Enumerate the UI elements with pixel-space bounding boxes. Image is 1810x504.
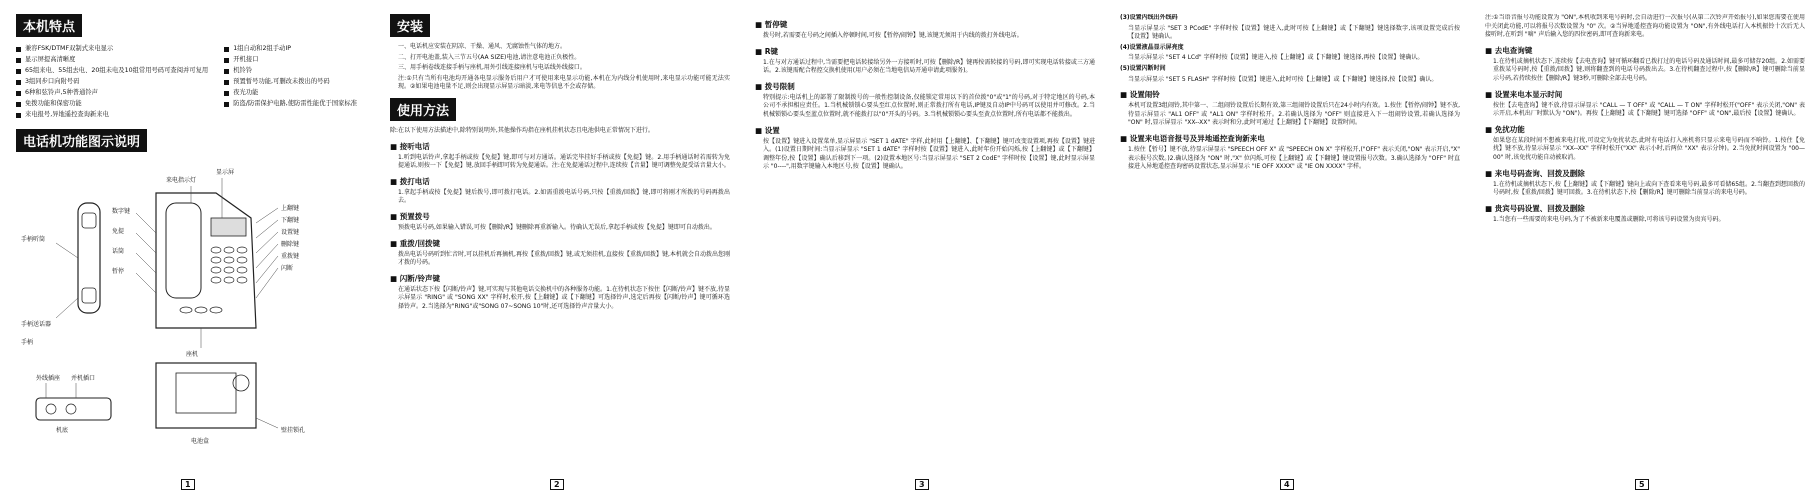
page-number: 4 [1280, 479, 1294, 490]
label-handset-cord: 手柄听筒 [21, 236, 46, 243]
key-sections [755, 19, 1095, 172]
features-list [16, 45, 361, 119]
feature-item: 1组自动和2组手动IP [224, 45, 361, 53]
install-step: 二、打开电池盖,装入三节五号(AA SIZE)电池,请注意电池正负极性。 [398, 53, 581, 61]
panel-install-usage [390, 14, 730, 490]
label-line-jack: 外线插座 [36, 375, 61, 382]
label-machine: 机底 [56, 427, 69, 434]
label-down: 下翻键 [281, 217, 300, 224]
label-delete: 删除键 [281, 241, 300, 248]
section-text: 1.当您有一些需要的来电号码,为了不被新来电覆盖或删除,可将该号码设置为贵宾号码。 [1493, 215, 1725, 223]
usage-intro: 除:在以下使用方法描述中,除特别说明外,其他操作均指在座机挂机状态且电池供电正常情况下进行。 [390, 126, 654, 134]
install-step: 注:①只有当所有电池均开通各电显示服务后用户才可使用来电显示功能,本机在为内线分机使用时,来电显示功能可能无法实现。②如果电池电量不足,则会出现显示屏显示暗淡,来电等信息不会或存储。 [398, 74, 730, 91]
phone-diagram [16, 158, 361, 448]
display-screen [211, 218, 246, 236]
setting-text: 当显示屏显示 "SET 5 FLASH" 字样时按【设置】键进入,此时可按【上翻键】或【下翻键】键选择,按【设置】确认。 [1128, 75, 1438, 83]
label-display: 显示屏 [216, 169, 235, 176]
base-side [36, 398, 111, 420]
label-up: 上翻键 [281, 205, 300, 212]
feature-item: 来电报号,异地遥控查询新来电 [16, 111, 214, 119]
feature-item: 免拨功能和保密功能 [16, 100, 214, 108]
handset-shape [78, 203, 100, 313]
label-handset: 手柄 [21, 339, 34, 346]
keypad-keys [180, 247, 247, 313]
section-heading: ■ 贵宾号码设置、回拨及删除 [1485, 203, 1805, 214]
section-text: 按住【去电查询】键不放,待显示屏显示 "CALL — T OFF" 或 "CALL — T ON" 字样时松开("OFF" 表示关闭,"ON" 表示开启,本机出厂时默认为 "ON")。再按【上翻键】或【下翻键】键可选择 "OFF" 或 "ON",最后按【设置】键确认。 [1493, 101, 1805, 118]
setting-text: 当显示屏显示 "SET 4 LCd" 字样时按【设置】键进入,按【上翻键】或【下翻键】键选择,再按【设置】键确认。 [1128, 54, 1424, 62]
feature-item: 兼容FSK/DTMF双制式来电显示 [16, 45, 214, 53]
section-text: 1.在与对方通话过程中,当需要把电话转接给另外一方接听时,可按【删除/R】键再按需转接的号码,即可实现电话转接或三方通话。2.该键需配合程控交换机使用(用户必须在当地电信局开通申请此项服务)。 [763, 58, 1095, 75]
panel5-intro: 注:①当语音报号功能设置为 "ON",本机收到来电号码时,会自动进行一次报号(从第二次铃声开始报号),如果您需要在使用中关闭此功能,可以将报号次数设置为 "0" 次。②当异地遥控查询功能设置为 "ON",有外线电话打入本机振铃十次后无人接听时,在听到 "嘀" 声后输入您的四位密码,即可查询新来电。 [1485, 14, 1805, 39]
page-number: 5 [1635, 479, 1649, 490]
feature-item: 显示屏提高清晰度 [16, 56, 214, 64]
section-text: 1.拿起手柄或按【免提】键后拨号,即可拨打电话。2.如需重拨电话号码,只按【重拨/回拨】键,即可将刚才所拨的号码再拨出去。 [398, 188, 730, 205]
feature-item: 6种和弦铃声,5种普通铃声 [16, 89, 214, 97]
section-heading: ■ 接听电话 [390, 141, 730, 152]
install-list [390, 43, 730, 92]
section-heading: ■ 闪断/铃声键 [390, 273, 730, 284]
section-text: 1.听到电话铃声,拿起手柄或按【免提】键,即可与对方通话。通话完毕挂好手柄或按【免提】键。2.用手柄通话时若需转为免提通话,则按一下【免提】键,放回手柄即可转为免提通话。注:在免提通话过程中,连续按【音量】键可调整免提受话音量大小。 [398, 153, 730, 170]
label-fixing: 壁挂锁孔 [281, 427, 306, 434]
setting-heading: (5)设置闪断时间 [1120, 64, 1166, 72]
section-heading: ■ 免扰功能 [1485, 124, 1805, 135]
section-heading: ■ 设置来电语音报号及异地遥控查询新来电 [1120, 133, 1460, 144]
feature-item: 3组同步口向附号码 [16, 78, 214, 86]
section-text: 按【设置】键进入设置菜单,显示屏显示 "SET 1 dATE" 字样,此时用【上翻键】、【下翻键】键可改变设置项,再按【设置】键进入。(1)设置日期时间:当显示屏显示 "SET 1 dATE" 字样时按【设置】键进入,此时年份开始闪烁,按【上翻键】或【下翻键】调整年份,按【设置】确认后移到下一项。(2)设置本地区号:当显示屏显示 "SET 2 CodE" 字样时按【设置】键,此时显示屏显示 "0----",用数字键输入本地区号,按【设置】键确认。 [763, 137, 1095, 171]
panel-settings [1120, 14, 1460, 490]
setting-text: 当显示屏显示 "SET 3 PCodE" 字样时按【设置】键进入,此时可按【上翻键】或【下翻键】键选择数字,该项设置完成后按【设置】键确认。 [1128, 24, 1460, 41]
call-sections [1485, 45, 1805, 225]
section-text: 特别提示:电话机上的部署了限制拨号的一般性控制设备,仅能锁定常用以下的首位拨"0"或"1"的号码,对于特定地区的号码,本公司不承担相应责任。1.当机械锁锁心要头至红点位置时,则正常拨打所有电话,IP键及自动IP中号码可以使用并可修改。2.当机械锁锁心要头至蓝点位置时,就不能拨打以"0"开头的号码。3.当机械锁锁心要头至黄点位置时,所有电话都不能拨出。 [763, 93, 1095, 118]
feature-item: 夜光功能 [224, 89, 361, 97]
label-keypad: 数字键 [112, 208, 131, 215]
section-text: 1.按住【暂号】键不放,待显示屏显示 "SPEECH OFF X" 或 "SPEECH ON X" 字样松开,("OFF" 表示关闭,"ON" 表示开启,"X" 表示报号次数。)2.确认选择为 "ON" 时,"X" 位闪烁,可按【上翻键】或【下翻键】键设置报号次数。3.确认选择为 "OFF" 时直接进入异地遥控查询密码设置状态,显示屏显示 "IE OFF XXXX" 或 "IE ON XXXX" 字样。 [1128, 145, 1460, 171]
label-base: 座机 [186, 351, 199, 358]
section-heading: ■ R键 [755, 46, 1095, 57]
section-heading: ■ 去电查询键 [1485, 45, 1805, 56]
section-heading: ■ 来电号码查询、回拨及删除 [1485, 168, 1805, 179]
page-number: 1 [181, 479, 195, 490]
label-ext-jack: 并机插口 [71, 375, 96, 382]
feature-item: 开机接口 [224, 56, 361, 64]
label-speaker: 免提 [112, 228, 125, 235]
section-text: 本机可设置3组闹铃,其中第一、二组闹铃设置后长期有效,第三组闹铃设置后只在24小时内有效。1.按住【暂停/闹钟】键不放,待显示屏显示 "AL1 OFF" 或 "AL1 ON" 字样时松开。2.若确认选择为 "OFF" 则直接进入下一组闹铃设置,若确认选择为 "ON" 时,显示屏显示 "XX--XX" 表示时和分,此时可通过【上翻键】【下翻键】设置时间。 [1128, 102, 1460, 127]
label-redial: 重拨键 [281, 253, 300, 260]
settings-intro [1120, 14, 1460, 84]
section-text: 1.在待机或摘机状态下,连续按【去电查询】键可循环翻看已拨打过的电话号码及通话时间,最多可储存20组。2.如需要重拨某号码时,按【重拨/回拨】键,则将翻查到的电话号码拨出去。3.在待机翻查过程中,按【删除/R】键可删除当前显示号码,若持续按住【删除/R】键3秒,可删除全部去电号码。 [1493, 57, 1805, 82]
install-step: 三、用手柄卷线连接手柄与座机,用外引线连接座机与电话线外线接口。 [398, 64, 586, 72]
feature-item: 防盗/防雷保护电路,使防雷性能优于国家标准 [224, 100, 361, 108]
label-mic: 话筒 [112, 248, 125, 255]
section-text: 1.在待机或摘机状态下,按【上翻键】或【下翻键】键向上或向下查看来电号码,最多可看储65组。2.当翻查到想回拨的号码时,按【重拨/回拨】键可回拨。3.在待机状态下,按【删除/R】键可删除当前显示的来电号码。 [1493, 180, 1805, 197]
label-caller-lamp: 来电指示灯 [166, 177, 197, 184]
usage-title: 使用方法 [390, 98, 456, 121]
section-heading: ■ 暂停键 [755, 19, 1095, 30]
section-heading: ■ 设置 [755, 125, 1095, 136]
label-flash: 闪断 [281, 265, 294, 272]
label-set: 设置键 [281, 229, 300, 236]
section-text: 拨出电话号码听到忙音时,可以挂机后再摘机,再按【重拨/回拨】键,或无须挂机,直接按【重拨/回拨】键,本机就会自动拨出您刚才拨的号码。 [398, 250, 730, 267]
install-title: 安装 [390, 14, 430, 37]
feature-item: 65组来电、55组去电、20组未电及10组常用号码可查阅并可复用 [16, 67, 214, 75]
section-heading: ■ 重拨/回拨键 [390, 238, 730, 249]
feature-item: 预置暂号功能,可删改未拨出的号码 [224, 78, 361, 86]
settings-sections [1120, 89, 1460, 172]
panel-features [16, 14, 361, 490]
feature-item: 机铃铃 [224, 67, 361, 75]
panel-keys [755, 14, 1095, 490]
page-number: 3 [915, 479, 929, 490]
label-transmitter: 手柄送话器 [21, 321, 52, 328]
label-pause: 暂停 [112, 268, 125, 275]
page-number: 2 [550, 479, 564, 490]
section-heading: ■ 预置拨号 [390, 211, 730, 222]
section-text: 预拨电话号码,如果输入错误,可按【删除/R】键删除再重新输入。待确认无误后,拿起手柄或按【免提】键即可自动拨出。 [398, 223, 716, 231]
panel-calls [1485, 14, 1805, 490]
setting-heading: (3)设置内线出外线码 [1120, 14, 1178, 21]
section-heading: ■ 设置闹铃 [1120, 89, 1460, 100]
section-text: 拨号时,若需要在号码之间插入停顿时间,可按【暂停/闹钟】键,该键无须用于内线的拨打外线电话。 [763, 32, 1023, 39]
usage-sections [390, 141, 730, 312]
setting-heading: (4)设置液晶显示屏亮度 [1120, 43, 1184, 51]
section-heading: ■ 设置来电本显示时间 [1485, 89, 1805, 100]
label-power: 电池盒 [191, 438, 210, 445]
section-heading: ■ 拨打电话 [390, 176, 730, 187]
install-step: 一、电话机应安装在阴凉、干燥、通风、无腐蚀性气体的地方。 [398, 43, 567, 50]
section-text: 如果您在某段时间不想被来电打扰,可设定为免扰状态,此时有电话打入座机将只显示来电号码而不响铃。1.按住【免扰】键不放,待显示屏显示 "XX--XX" 字样时松开("XX" 表示小时,后两位 "XX" 表示分钟)。2.当免扰时间设置为 "00—00" 时,该免扰功能自动被取消。 [1493, 136, 1805, 161]
diagram-title: 电话机功能图示说明 [16, 129, 147, 152]
section-text: 在通话状态下按【闪断/铃声】键,可实现与其他电话交换机中的各种服务功能。1.在待机状态下按住【闪断/铃声】键不放,待显示屏显示 "RING" 或 "SONG XX" 字样时,松开,按【上翻键】或【下翻键】可选择铃声,选定后再按【闪断/铃声】键可循环选择铃声。2.当选择为"RING"或"SONG 07~SONG 10"时,还可选择铃声音量大小。 [398, 285, 730, 310]
section-heading: ■ 拨号限制 [755, 81, 1095, 92]
features-title: 本机特点 [16, 14, 82, 37]
